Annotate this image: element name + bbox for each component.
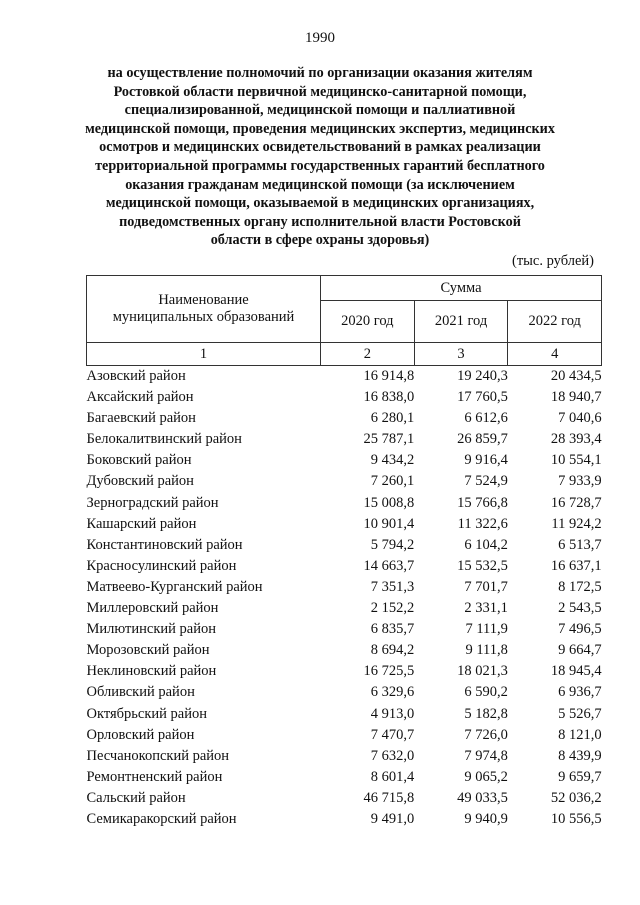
municipality-name: Неклиновский район: [86, 663, 217, 680]
value-2021: 19 240,3: [457, 368, 508, 384]
header-year-2022: 2022 год: [508, 301, 602, 343]
value-2020: 7 260,1: [370, 473, 415, 490]
table-row: [87, 788, 602, 809]
value-2021: 6 612,6: [464, 410, 508, 427]
table-row: [87, 704, 602, 725]
municipality-name: Багаевский район: [86, 410, 196, 427]
value-2022: 28 393,4: [550, 431, 602, 448]
value-2020: 8 601,4: [370, 768, 415, 785]
column-number: 4: [508, 343, 602, 366]
table-row: [87, 661, 602, 682]
value-2020: 5 794,2: [370, 536, 415, 553]
document-title: [80, 64, 560, 250]
table-row: [87, 640, 602, 661]
value-2020: 4 913,0: [370, 705, 415, 722]
value-2020: 7 470,7: [370, 726, 415, 743]
municipality-name: Милютинский район: [86, 621, 216, 638]
value-2020: 10 901,4: [363, 515, 415, 532]
municipality-name: Обливский район: [86, 684, 195, 701]
value-2020: 9 491,0: [370, 810, 415, 827]
value-2021: 26 859,7: [457, 431, 508, 448]
value-2020: 46 715,8: [363, 789, 415, 806]
value-2021: 7 974,8: [464, 747, 508, 764]
title-line: специализированной, медицинской помощи и паллиативной: [124, 102, 516, 119]
municipality-name: Белокалитвинский район: [86, 431, 242, 448]
title-line: Ростовкой области первичной медицинско-санитарной помощи,: [113, 83, 527, 100]
municipality-name: Сальский район: [86, 789, 186, 806]
value-2020: 9 434,2: [370, 452, 415, 469]
header-municipality-line1: Наименование: [158, 292, 249, 308]
municipality-name: Азовский район: [86, 368, 186, 384]
value-2021: 6 590,2: [464, 684, 508, 701]
column-number: 3: [414, 343, 508, 366]
value-2021: 5 182,8: [464, 705, 508, 722]
value-2021: 9 111,8: [465, 642, 508, 659]
value-2020: 15 008,8: [363, 494, 415, 511]
value-2020: 25 787,1: [363, 431, 415, 448]
table-row: [87, 471, 602, 492]
municipality-name: Песчанокопский район: [86, 747, 230, 764]
value-2022: 7 496,5: [558, 621, 602, 638]
page-number: 1990: [305, 30, 335, 46]
column-number: 2: [321, 343, 415, 366]
table-row: [87, 556, 602, 577]
value-2021: 17 760,5: [457, 389, 508, 406]
value-2020: 8 694,2: [370, 642, 415, 659]
table-header: [87, 276, 602, 366]
value-2020: 16 725,5: [363, 663, 415, 680]
municipality-name: Орловский район: [86, 726, 195, 743]
value-2021: 11 322,6: [457, 515, 508, 532]
value-2022: 16 728,7: [550, 494, 602, 511]
value-2021: 7 726,0: [464, 726, 508, 743]
value-2022: 8 121,0: [558, 726, 602, 743]
column-number: 1: [87, 343, 321, 366]
table-row: [87, 598, 602, 619]
value-2021: 9 065,2: [464, 768, 508, 785]
value-2021: 6 104,2: [464, 536, 508, 553]
municipality-name: Зерноградский район: [86, 494, 219, 511]
value-2021: 9 916,4: [464, 452, 508, 469]
value-2022: 18 940,7: [550, 389, 602, 406]
table-row: [87, 387, 602, 408]
title-line: области в сфере охраны здоровья): [210, 232, 430, 249]
value-2020: 16 838,0: [363, 389, 415, 406]
table-row: [87, 809, 602, 830]
municipality-name: Миллеровский район: [86, 600, 219, 617]
title-line: на осуществление полномочий по организации оказания жителям: [107, 65, 533, 81]
value-2022: 7 040,6: [558, 410, 602, 427]
municipality-name: Аксайский район: [86, 389, 194, 406]
value-2021: 9 940,9: [464, 810, 508, 827]
value-2022: 11 924,2: [551, 515, 602, 532]
value-2020: 6 835,7: [370, 621, 415, 638]
value-2022: 6 936,7: [558, 684, 602, 701]
header-sum: Сумма: [321, 276, 602, 301]
value-2022: 10 556,5: [550, 810, 602, 827]
table-row: [87, 682, 602, 703]
value-2020: 16 914,8: [363, 368, 415, 384]
municipality-name: Дубовский район: [86, 473, 194, 490]
value-2020: 7 351,3: [370, 578, 415, 595]
value-2021: 7 524,9: [464, 473, 508, 490]
municipality-name: Константиновский район: [86, 536, 243, 553]
municipality-name: Октябрьский район: [86, 705, 207, 722]
title-line: подведомственных органу исполнительной власти Ростовской: [119, 213, 521, 230]
value-2021: 18 021,3: [457, 663, 508, 680]
municipality-name: Боковский район: [86, 452, 192, 469]
allocation-table: [86, 275, 602, 830]
table-body: [87, 366, 602, 831]
value-2022: 5 526,7: [558, 705, 602, 722]
value-2022: 7 933,9: [558, 473, 602, 490]
municipality-name: Морозовский район: [86, 642, 210, 659]
municipality-name: Семикаракорский район: [86, 810, 237, 827]
municipality-name: Ремонтненский район: [86, 768, 223, 785]
table-row: [87, 429, 602, 450]
municipality-name: Кашарский район: [86, 515, 197, 532]
title-line: медицинской помощи, проведения медицинских экспертиз, медицинских: [85, 120, 555, 137]
title-line: осмотров и медицинских освидетельствований в рамках реализации: [99, 139, 541, 156]
value-2021: 7 111,9: [465, 621, 508, 638]
municipality-name: Красносулинский район: [86, 557, 237, 574]
table-row: [87, 746, 602, 767]
value-2020: 6 329,6: [370, 684, 415, 701]
units-label: (тыс. рублей): [512, 253, 594, 269]
value-2022: 9 659,7: [558, 768, 602, 785]
value-2022: 8 172,5: [558, 578, 602, 595]
table-row: [87, 535, 602, 556]
value-2021: 2 331,1: [464, 600, 508, 617]
value-2022: 8 439,9: [558, 747, 602, 764]
title-line: оказания гражданам медицинской помощи (за исключением: [125, 176, 515, 193]
table-row: [87, 450, 602, 471]
value-2020: 2 152,2: [370, 600, 415, 617]
table-row: [87, 408, 602, 429]
value-2021: 15 532,5: [457, 557, 508, 574]
header-year-2021: 2021 год: [414, 301, 508, 343]
table-row: [87, 767, 602, 788]
header-municipality: [87, 276, 321, 343]
value-2022: 20 434,5: [550, 368, 602, 384]
table-row: [87, 514, 602, 535]
value-2020: 6 280,1: [370, 410, 415, 427]
header-municipality-line2: муниципальных образований: [112, 309, 295, 325]
value-2021: 15 766,8: [457, 494, 508, 511]
value-2022: 52 036,2: [550, 789, 602, 806]
value-2022: 9 664,7: [558, 642, 602, 659]
municipality-name: Матвеево-Курганский район: [86, 578, 263, 595]
value-2022: 2 543,5: [558, 600, 602, 617]
value-2020: 14 663,7: [363, 557, 415, 574]
value-2021: 49 033,5: [457, 789, 508, 806]
header-year-2020: 2020 год: [321, 301, 415, 343]
title-line: территориальной программы государственных гарантий бесплатного: [95, 157, 545, 174]
table-row: [87, 493, 602, 514]
value-2022: 18 945,4: [550, 663, 602, 680]
value-2021: 7 701,7: [464, 578, 508, 595]
value-2022: 10 554,1: [550, 452, 602, 469]
value-2022: 16 637,1: [550, 557, 602, 574]
value-2022: 6 513,7: [558, 536, 602, 553]
title-line: медицинской помощи, оказываемой в медицинских организациях,: [105, 195, 535, 212]
table-row: [87, 577, 602, 598]
table-row: [87, 725, 602, 746]
table-row: [87, 366, 602, 388]
table-row: [87, 619, 602, 640]
value-2020: 7 632,0: [370, 747, 415, 764]
